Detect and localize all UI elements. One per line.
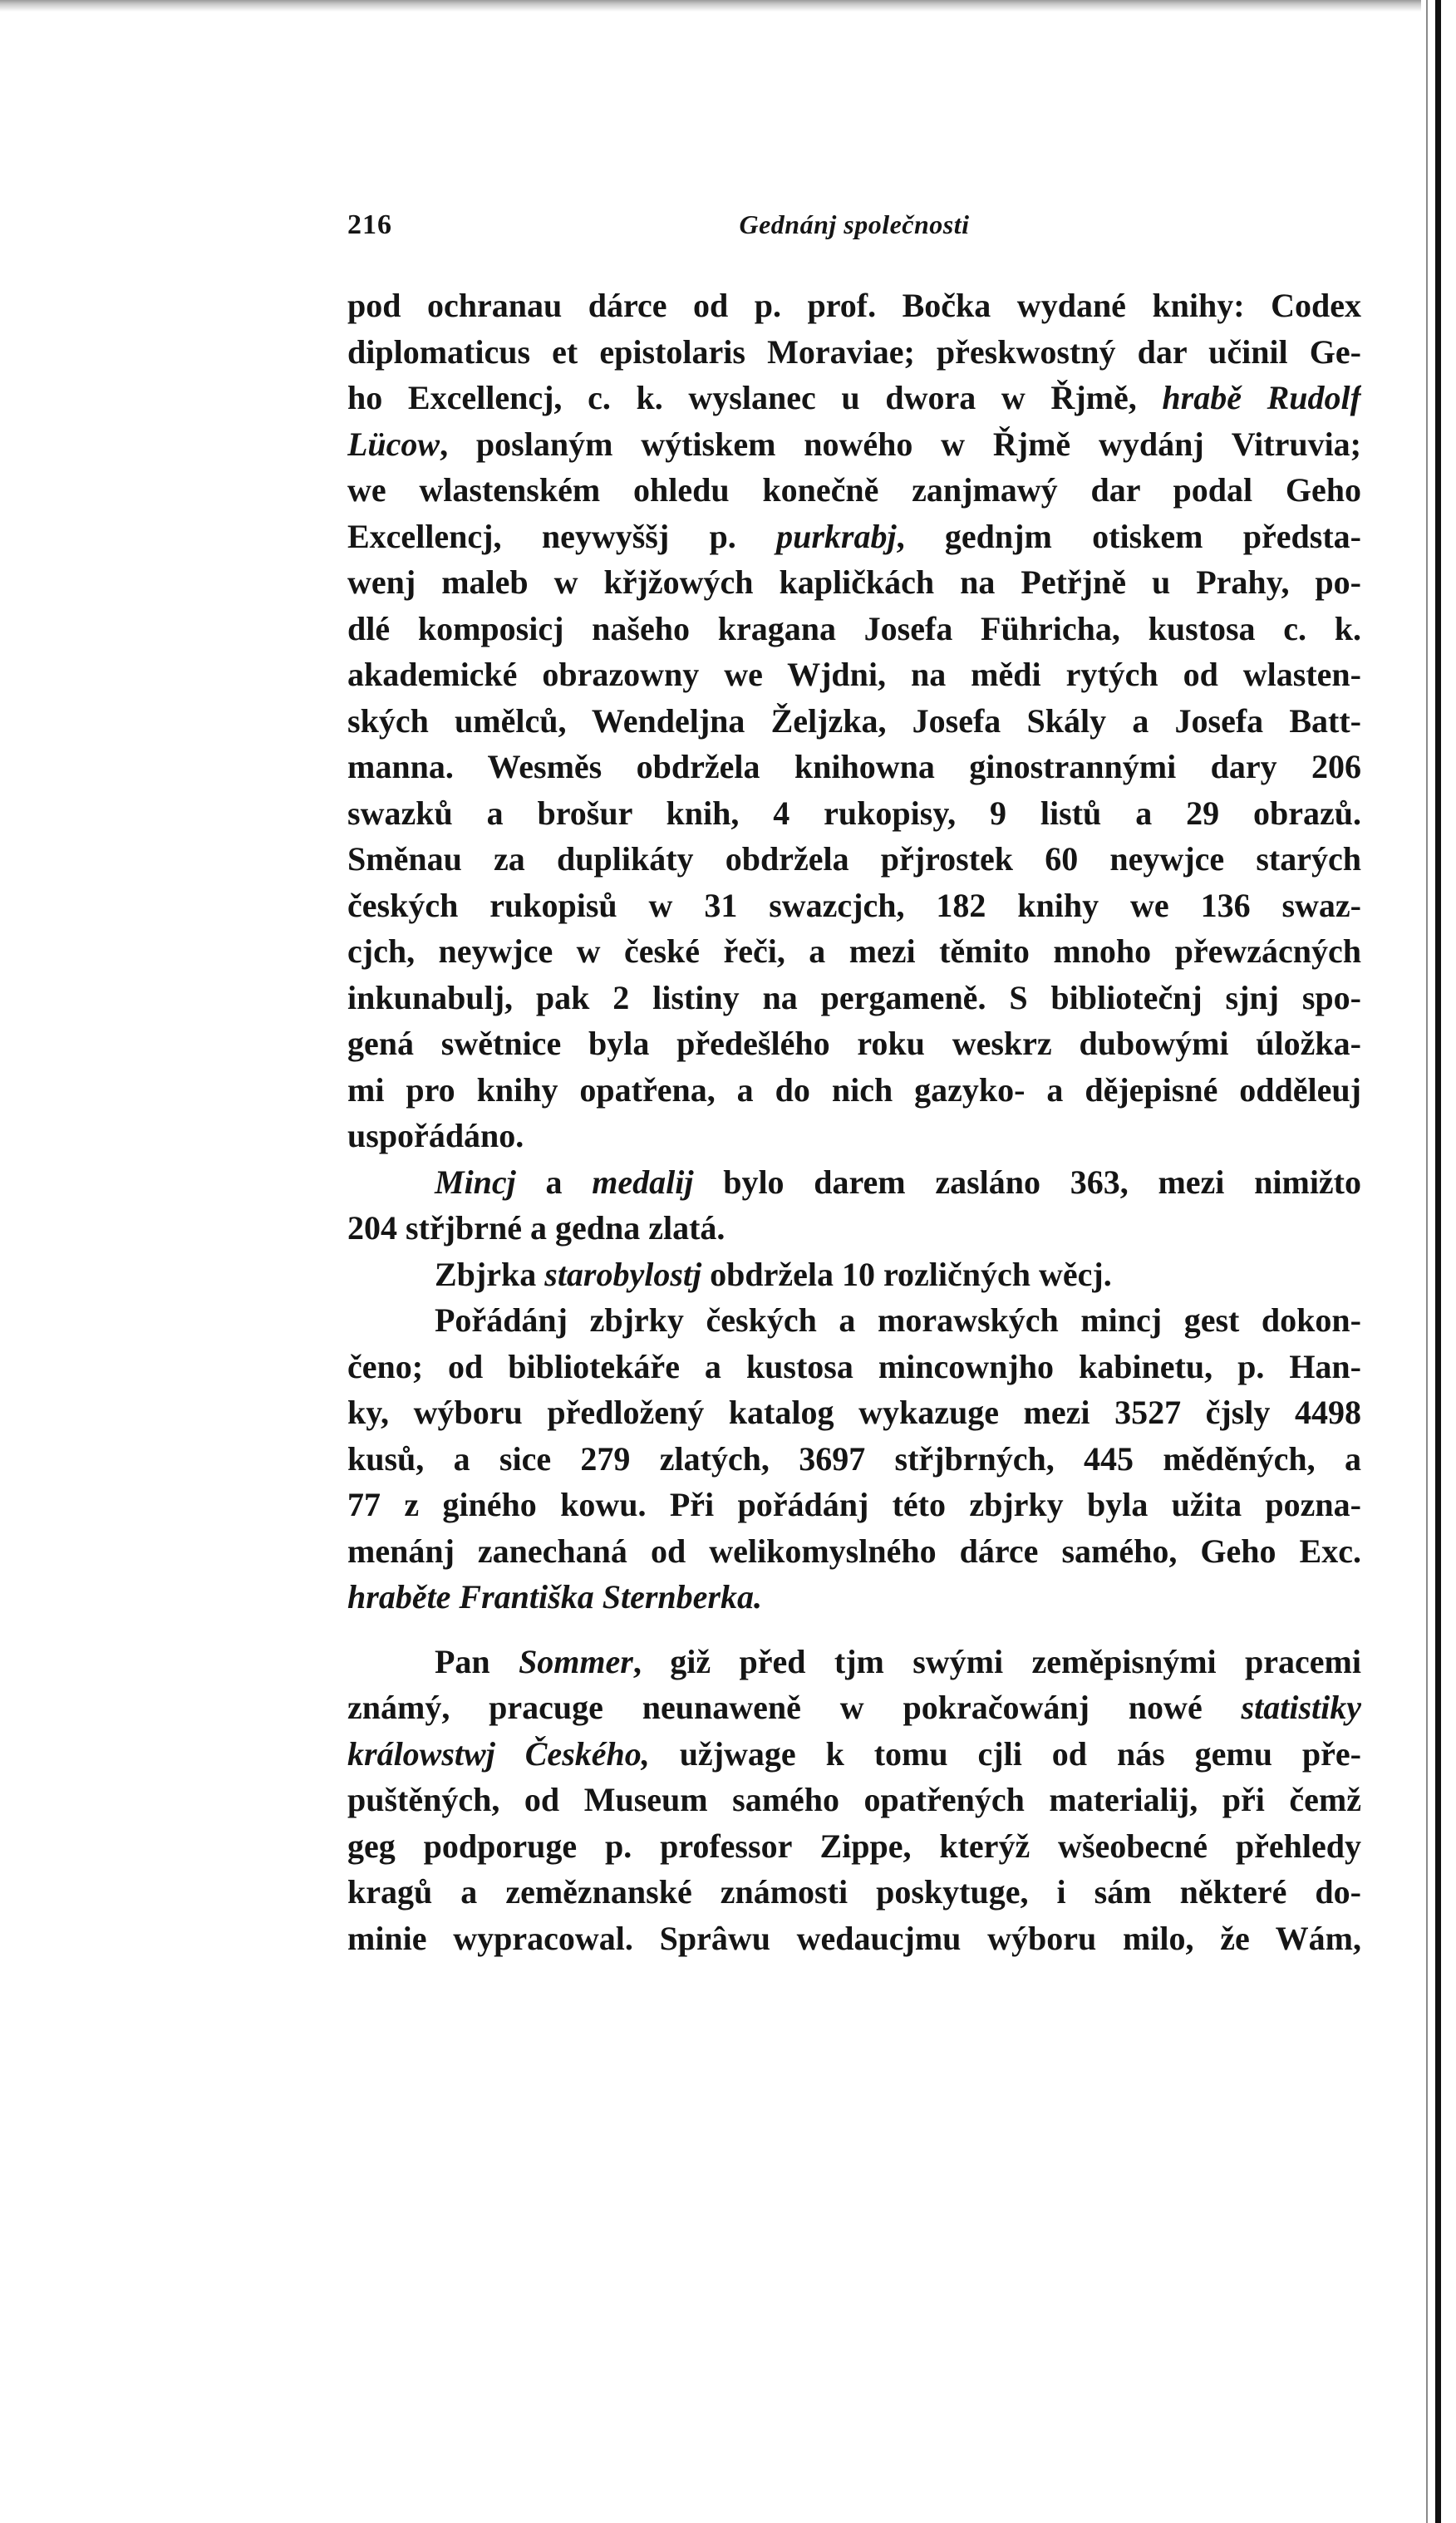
text-line: cjch, neywjce w české řeči, a mezi těmito mnoho přewzácných	[347, 932, 1361, 970]
text-line: puštěných, od Museum samého opatřených materialij, při čemž	[347, 1781, 1361, 1818]
text-line: wenj maleb w křjžowých kapličkách na Petřjně u Prahy, po-	[347, 563, 1361, 601]
text-line: známý, pracuge neunaweně w pokračowánj nowé statistiky	[347, 1689, 1361, 1726]
text-line: uspořádáno.	[347, 1117, 524, 1154]
text-line: inkunabulj, pak 2 listiny na pergameně. S bibliotečnj sjnj spo-	[347, 978, 1361, 1016]
text-line: 204 střjbrné a gedna zlatá.	[347, 1209, 726, 1247]
text-line: kragů a zeměznanské známosti poskytuge, i sám některé do-	[347, 1873, 1361, 1911]
text-line: ho Excellencj, c. k. wyslanec u dwora w Řjmě, hrabě Rudolf	[347, 379, 1361, 416]
text-line: hraběte Františka Sternberka.	[347, 1578, 762, 1616]
text-line: králowstwj Českého, užjwage k tomu cjli od nás gemu pře-	[347, 1734, 1361, 1773]
running-title: Gednánj společnosti	[739, 209, 970, 239]
text-line: Směnau za duplikáty obdržela přjrostek 60 neywjce starých	[347, 840, 1361, 878]
text-line: čeno; od bibliotekáře a kustosa mincownjho kabinetu, p. Han-	[347, 1347, 1361, 1385]
scan-edge-line	[1435, 0, 1441, 2523]
text-line: minie wypracowal. Sprâwu wedaucjmu wýboru milo, že Wám,	[347, 1919, 1361, 1957]
text-line: gená swětnice byla předešlého roku weskrz dubowými úložka-	[347, 1025, 1361, 1062]
text-line: dlé komposicj našeho kragana Josefa Führicha, kustosa c. k.	[347, 609, 1361, 647]
text-line: Excellencj, neywyššj p. purkrabj, gednjm otiskem předsta-	[347, 517, 1361, 555]
text-line: 77 z giného kowu. Při pořádánj této zbjrky byla užita pozna-	[347, 1486, 1361, 1523]
body-text	[347, 283, 1361, 1961]
text-line: Mincj a medalij bylo darem zasláno 363, mezi nimižto	[435, 1163, 1361, 1201]
text-line: diplomaticus et epistolaris Moraviae; přeskwostný dar učinil Ge-	[347, 332, 1361, 371]
text-line: mi pro knihy opatřena, a do nich gazyko- a dějepisné odděleuj	[347, 1070, 1361, 1109]
text-line: manna. Wesměs obdržela knihowna ginostrannými dary 206	[347, 748, 1361, 785]
text-line: Pan Sommer, giž před tjm swými zeměpisnými pracemi	[435, 1642, 1361, 1680]
text-line: geg podporuge p. professor Zippe, kterýž wšeobecné přehledy	[347, 1827, 1361, 1865]
page-number: 216	[347, 209, 392, 240]
book-page	[347, 0, 1361, 2523]
running-head	[347, 209, 1361, 251]
text-line: we wlastenském ohledu konečně zanjmawý dar podal Geho	[347, 471, 1361, 509]
text-line: Pořádánj zbjrky českých a morawských mincj gest dokon-	[435, 1301, 1361, 1339]
text-line: swazků a brošur knih, 4 rukopisy, 9 listů a 29 obrazů.	[347, 794, 1361, 832]
text-line: Zbjrka starobylostj obdržela 10 rozličných wěcj.	[435, 1255, 1112, 1293]
scan-edge-line-thin	[1426, 0, 1428, 2523]
text-line: českých rukopisů w 31 swazcjch, 182 knihy we 136 swaz-	[347, 886, 1361, 924]
text-line: ky, wýboru předložený katalog wykazuge mezi 3527 čjsly 4498	[347, 1394, 1361, 1431]
text-line: pod ochranau dárce od p. prof. Bočka wydané knihy: Codex	[347, 287, 1361, 324]
text-line: kusů, a sice 279 zlatých, 3697 střjbrných, 445 měděných, a	[347, 1439, 1361, 1478]
text-line: ských umělců, Wendeljna Željzka, Josefa Skály a Josefa Batt-	[347, 701, 1361, 740]
text-line: akademické obrazowny we Wjdni, na mědi rytých od wlasten-	[347, 656, 1361, 693]
text-line: Lücow, poslaným wýtiskem nowého w Řjmě wydánj Vitruvia;	[347, 425, 1361, 463]
text-line: menánj zanechaná od welikomyslného dárce samého, Geho Exc.	[347, 1532, 1361, 1570]
